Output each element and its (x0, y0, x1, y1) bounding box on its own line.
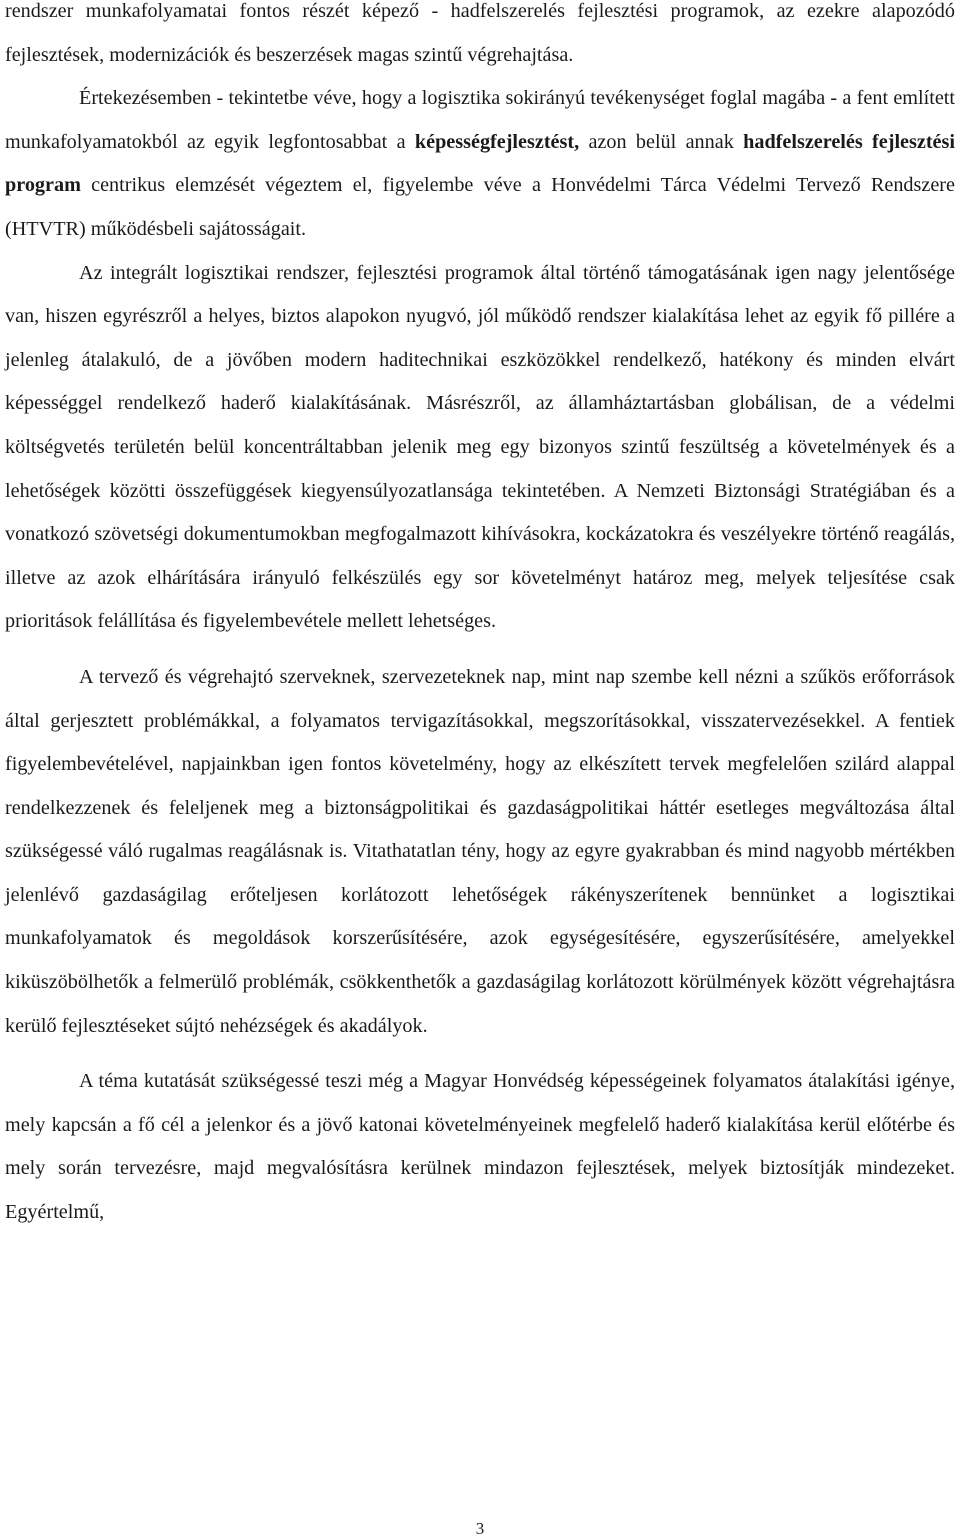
paragraph-1-text-b: azon belül annak (579, 130, 744, 153)
page-number: 3 (475, 1519, 485, 1538)
paragraph-2-text: Az integrált logisztikai rendszer, fejlesztési programok által történő támogatásának igen nagy jelentősége van, hiszen egyrészről a helyes, biztos alapokon nyugvó, jól működő rendszer kialakítása lehet az egyik fő pillére a jelenleg átalakuló, de a jövőben modern haditechnikai eszközökkel rendelkező, hatékony és minden elvárt képességgel rendelkező haderő kialakításának. Másrészről, az államháztartásban globálisan, de a védelmi költségvetés területén belül koncentráltabban jelenik meg egy bizonyos szintű feszültség a követelmények és a lehetőségek közötti összefüggések kiegyensúlyozatlansága tekintetében. A Nemzeti Biztonsági Stratégiában és a vonatkozó szövetségi dokumentumokban megfogalmazott kihívásokra, kockázatokra és veszélyekre történő reagálás, illetve az azok elhárítására irányuló felkészülés egy sor követelményt határoz meg, melyek teljesítése csak prioritások felállítása és figyelembevétele mellett lehetséges. (5, 261, 955, 633)
paragraph-1-bold-capability-development: képességfejlesztést, (414, 130, 580, 153)
paragraph-4-text: A téma kutatását szükségessé teszi még a Magyar Honvédség képességeinek folyamatos átalakítási igénye, mely kapcsán a fő cél a jelenkor és a jövő katonai követelményeinek megfelelő haderő kialakítása kerül előtérbe és mely során tervezésre, majd megvalósításra kerülnek mindazon fejlesztések, melyek biztosítják mindezeket. Egyértelmű, (5, 1070, 955, 1224)
paragraph-1 (5, 77, 955, 251)
paragraph-0 (5, 0, 955, 77)
paragraph-3 (5, 656, 955, 1048)
paragraph-2 (5, 252, 955, 644)
paragraph-1-bold-equipment-program: hadfelszerelés fejlesztési program (5, 130, 955, 197)
paragraph-4 (5, 1060, 955, 1234)
paragraph-0-text: rendszer munkafolyamatai fontos részét képező - hadfelszerelés fejlesztési programok, az ezekre alapozódó fejlesztések, modernizációk és beszerzések magas szintű végrehajtása. (5, 0, 955, 66)
paragraph-1-text-c: centrikus elemzését végeztem el, figyelembe véve a Honvédelmi Tárca Védelmi Tervező Rendszere (HTVTR) működésbeli sajátosságait. (5, 174, 955, 240)
paragraph-3-text: A tervező és végrehajtó szerveknek, szervezeteknek nap, mint nap szembe kell nézni a szűkös erőforrások által gerjesztett problémákkal, a folyamatos tervigazításokkal, megszorításokkal, visszatervezésekkel. A fentiek figyelembevételével, napjainkban igen fontos követelmény, hogy az elkészített tervek megfelelően szilárd alappal rendelkezzenek és feleljenek meg a biztonságpolitikai és gazdaságpolitikai háttér esetleges megváltozása által szükségessé váló rugalmas reagálásnak is. Vitathatatlan tény, hogy az egyre gyakrabban és mind nagyobb mértékben jelenlévő gazdaságilag erőteljesen korlátozott lehetőségek rákényszerítenek bennünket a logisztikai munkafolyamatok és megoldások korszerűsítésére, azok egységesítésére, egyszerűsítésére, amelyekkel kiküszöbölhetők a felmerülő problémák, csökkenthetők a gazdaságilag korlátozott körülmények között végrehajtásra kerülő fejlesztéseket sújtó nehézségek és akadályok. (5, 665, 955, 1037)
paragraph-1-text-a: Értekezésemben - tekintetbe véve, hogy a logisztika sokirányú tevékenységet foglal magába - a fent említett munkafolyamatokból az egyik legfontosabbat a (5, 87, 955, 153)
document-page (5, 0, 955, 1235)
